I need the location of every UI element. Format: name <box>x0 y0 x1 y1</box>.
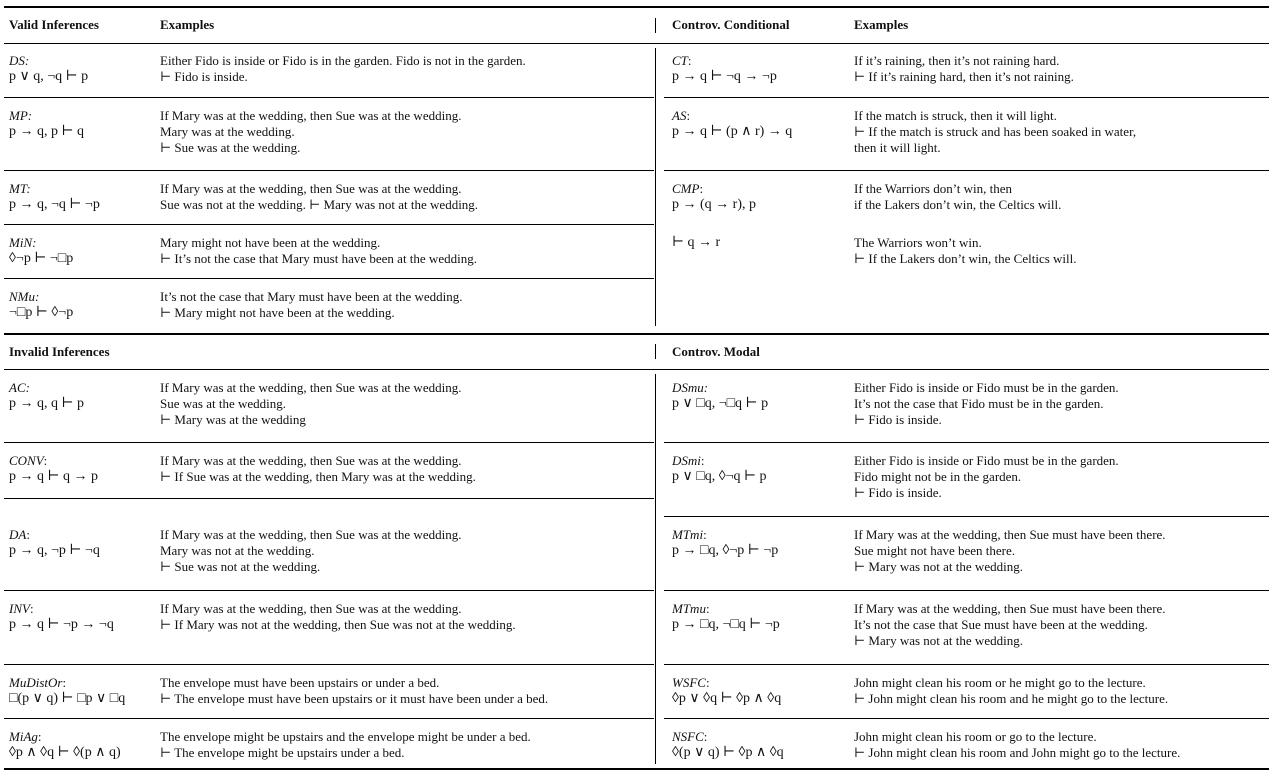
examples-right-header: Examples <box>854 17 909 32</box>
column-divider <box>655 374 656 764</box>
inference-example: If the match is struck, then it will light. ⊢ If the match is struck and has been soaked in water, then it will light. <box>854 108 1137 155</box>
inference-example: John might clean his room or he might go to the lecture. ⊢ John might clean his room and he might go to the lecture. <box>854 675 1169 706</box>
examples-left-header: Examples <box>160 17 215 32</box>
valid-inferences-header: Valid Inferences <box>9 17 99 32</box>
row-separator <box>664 97 1269 98</box>
row-separator <box>664 442 1269 443</box>
inference-example: Either Fido is inside or Fido must be in the garden. It’s not the case that Fido must be in the garden. ⊢ Fido is inside. <box>854 380 1119 427</box>
inference-name: CMP: p → (q → r), p <box>672 181 756 212</box>
inference-name: DSmi: p ∨ □q, ◊¬q ⊢ p <box>672 453 767 484</box>
inference-name: DSmu: p ∨ □q, ¬□q ⊢ p <box>672 380 769 411</box>
row-separator <box>4 498 654 499</box>
row-separator <box>4 664 654 665</box>
row-separator <box>4 97 654 98</box>
inference-formula: □(p ∨ q) ⊢ □p ∨ □q <box>9 691 126 706</box>
inference-formula: ◊p ∨ ◊q ⊢ ◊p ∧ ◊q <box>672 691 782 706</box>
row-separator <box>4 224 654 225</box>
inference-formula: ◊¬p ⊢ ¬□p <box>9 251 74 266</box>
inference-formula: ◊p ∧ ◊q ⊢ ◊(p ∧ q) <box>9 745 121 760</box>
row-separator <box>4 442 654 443</box>
inference-name: MT: p → q, ¬q ⊢ ¬p <box>9 181 100 212</box>
inference-formula: p → q, q ⊢ p <box>9 396 85 411</box>
inference-name: INV: p → q ⊢ ¬p → ¬q <box>9 601 114 632</box>
inference-example: If Mary was at the wedding, then Sue must have been there. Sue might not have been there. ⊢ Mary was not at the wedding. <box>854 527 1166 574</box>
inference-example: It’s not the case that Mary must have been at the wedding. ⊢ Mary might not have been at the wedding. <box>160 289 463 320</box>
inference-name: AS: p → q ⊢ (p ∧ r) → q <box>672 108 793 139</box>
inference-formula: p → (q → r), p <box>672 197 756 212</box>
inference-name: MTmi: p → □q, ◊¬p ⊢ ¬p <box>672 527 779 558</box>
inference-name: NMu: ¬□p ⊢ ◊¬p <box>9 289 74 320</box>
inference-example: If Mary was at the wedding, then Sue must have been there. It’s not the case that Sue must have been at the wedding. ⊢ Mary was not at the wedding. <box>854 601 1166 648</box>
inference-name: CONV: p → q ⊢ q → p <box>9 453 99 484</box>
inference-example: If Mary was at the wedding, then Sue was at the wedding. Mary was at the wedding. ⊢ Sue was at the wedding. <box>160 108 462 155</box>
inference-formula: p → □q, ¬□q ⊢ ¬p <box>672 617 780 632</box>
inference-formula: p → q ⊢ (p ∧ r) → q <box>672 124 793 139</box>
inference-formula: p ∨ □q, ◊¬q ⊢ p <box>672 469 767 484</box>
inference-formula: p ∨ q, ¬q ⊢ p <box>9 69 89 84</box>
inference-example: The envelope must have been upstairs or under a bed. ⊢ The envelope must have been upstairs or it must have been under a bed. <box>160 675 549 706</box>
inference-example: The envelope might be upstairs and the envelope might be under a bed. ⊢ The envelope might be upstairs under a bed. <box>160 729 531 760</box>
inference-formula: ◊(p ∨ q) ⊢ ◊p ∧ ◊q <box>672 745 784 760</box>
inference-example: If Mary was at the wedding, then Sue was at the wedding. ⊢ If Sue was at the wedding, then Mary was at the wedding. <box>160 453 476 484</box>
inference-formula: p → q, ¬q ⊢ ¬p <box>9 197 100 212</box>
inference-example: If Mary was at the wedding, then Sue was at the wedding. ⊢ If Mary was not at the wedding, then Sue was not at the wedding. <box>160 601 516 632</box>
inference-example: John might clean his room or go to the lecture. ⊢ John might clean his room and John might go to the lecture. <box>854 729 1181 760</box>
header-rule <box>4 43 1269 44</box>
inference-formula: p → q ⊢ ¬q → ¬p <box>672 69 777 84</box>
column-divider <box>655 48 656 326</box>
row-separator <box>664 664 1269 665</box>
inference-example: If Mary was at the wedding, then Sue was at the wedding. Mary was not at the wedding. ⊢ Sue was not at the wedding. <box>160 527 462 574</box>
inference-name: MuDistOr: □(p ∨ q) ⊢ □p ∨ □q <box>9 675 126 706</box>
inference-name: MiN: ◊¬p ⊢ ¬□p <box>9 235 74 266</box>
inference-example: If Mary was at the wedding, then Sue was at the wedding. Sue was at the wedding. ⊢ Mary was at the wedding <box>160 380 462 427</box>
inference-example: Either Fido is inside or Fido is in the garden. Fido is not in the garden. ⊢ Fido is inside. <box>160 53 526 84</box>
inference-example: The Warriors won’t win. ⊢ If the Lakers don’t win, the Celtics will. <box>854 235 1077 266</box>
inference-name: MiAg: ◊p ∧ ◊q ⊢ ◊(p ∧ q) <box>9 729 121 760</box>
inference-formula: p → q ⊢ ¬p → ¬q <box>9 617 114 632</box>
inference-name: DA: p → q, ¬p ⊢ ¬q <box>9 527 100 558</box>
column-divider <box>655 18 656 33</box>
inference-name: MP: p → q, p ⊢ q <box>9 108 85 139</box>
row-separator <box>664 170 1269 171</box>
invalid-header-rule <box>4 369 1269 370</box>
inference-formula: p → □q, ◊¬p ⊢ ¬p <box>672 543 779 558</box>
top-rule <box>4 6 1269 8</box>
inference-name: AC: p → q, q ⊢ p <box>9 380 85 411</box>
inference-example: If the Warriors don’t win, then if the Lakers don’t win, the Celtics will. <box>854 181 1062 212</box>
inference-formula: p → q ⊢ q → p <box>9 469 99 484</box>
mid-rule <box>4 333 1269 335</box>
invalid-inferences-header: Invalid Inferences <box>9 344 110 359</box>
controv-modal-header: Controv. Modal <box>672 344 760 359</box>
row-separator <box>4 718 654 719</box>
inference-formula: p → q, p ⊢ q <box>9 124 85 139</box>
row-separator <box>4 278 654 279</box>
column-divider <box>655 344 656 359</box>
inference-example: If Mary was at the wedding, then Sue was at the wedding. Sue was not at the wedding. ⊢ Mary was not at the wedding. <box>160 181 479 212</box>
bottom-rule <box>4 768 1269 770</box>
inference-name: WSFC: ◊p ∨ ◊q ⊢ ◊p ∧ ◊q <box>672 675 782 706</box>
row-separator <box>4 170 654 171</box>
controv-conditional-header: Controv. Conditional <box>672 17 790 32</box>
inference-formula: p ∨ □q, ¬□q ⊢ p <box>672 396 769 411</box>
row-separator <box>664 718 1269 719</box>
inference-name: NSFC: ◊(p ∨ q) ⊢ ◊p ∧ ◊q <box>672 729 784 760</box>
inference-example: Either Fido is inside or Fido must be in the garden. Fido might not be in the garden. ⊢ Fido is inside. <box>854 453 1119 500</box>
row-separator <box>664 590 1269 591</box>
inference-name: MTmu: p → □q, ¬□q ⊢ ¬p <box>672 601 780 632</box>
inference-name: CT: p → q ⊢ ¬q → ¬p <box>672 53 777 84</box>
inference-name: DS: p ∨ q, ¬q ⊢ p <box>9 53 89 84</box>
inference-formula: p → q, ¬p ⊢ ¬q <box>9 543 100 558</box>
inference-formula: ¬□p ⊢ ◊¬p <box>9 305 74 320</box>
inference-formula: ⊢ q → r <box>672 235 721 250</box>
row-separator <box>4 590 654 591</box>
row-separator <box>664 516 1269 517</box>
inference-example: Mary might not have been at the wedding. ⊢ It’s not the case that Mary must have been at the wedding. <box>160 235 477 266</box>
inference-example: If it’s raining, then it’s not raining hard. ⊢ If it’s raining hard, then it’s not raining. <box>854 53 1074 84</box>
